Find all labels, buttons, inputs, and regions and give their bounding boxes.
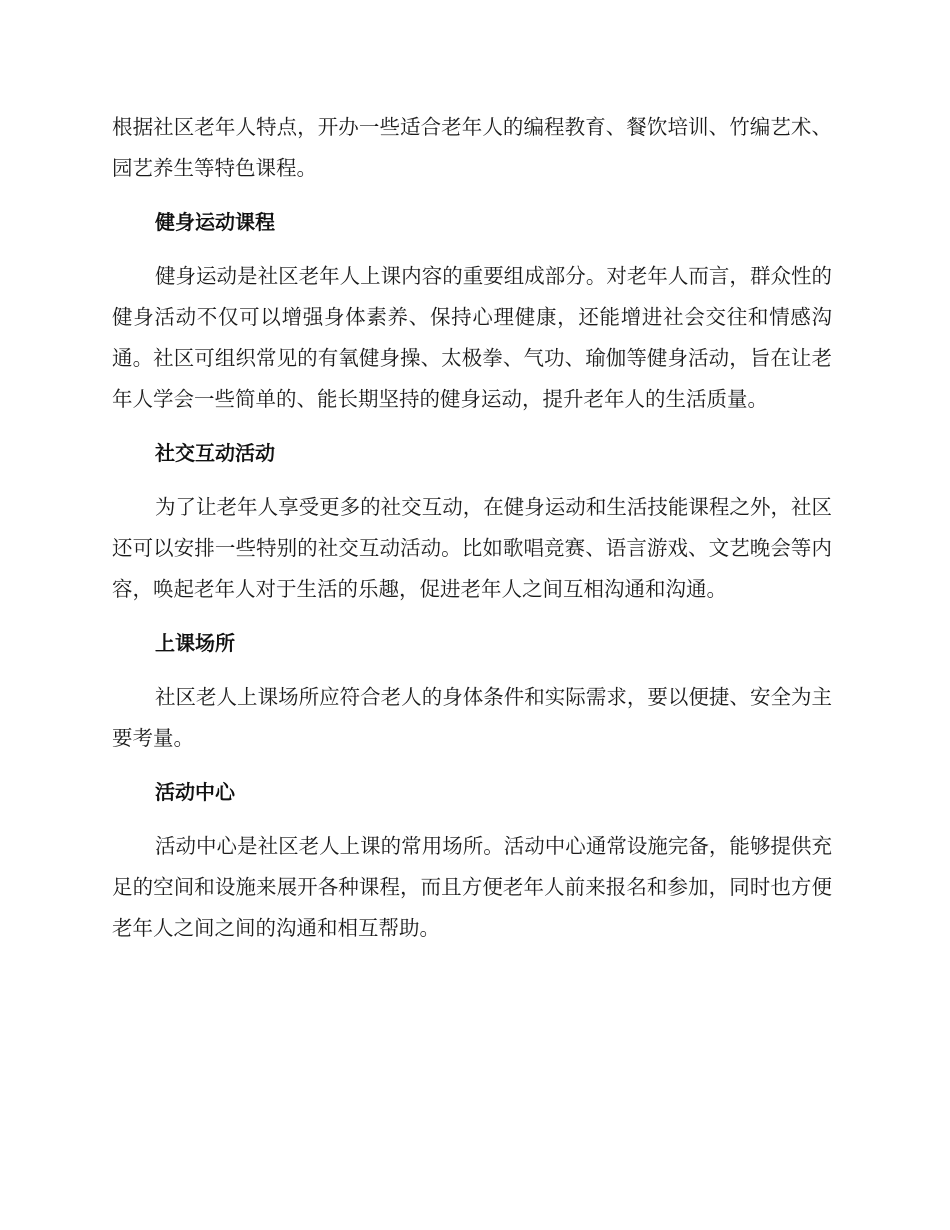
section-heading-venue: 上课场所 xyxy=(155,631,235,655)
section-paragraph-fitness: 健身运动是社区老年人上课内容的重要组成部分。对老年人而言，群众性的健身活动不仅可以增强身体素养、保持心理健康，还能增进社会交往和情感沟通。社区可组织常见的有氧健身操、太极拳、气功、瑜伽等健身活动，旨在让老年人学会一些简单的、能长期坚持的健身运动，提升老年人的生活质量。 xyxy=(112,264,832,411)
section-heading-activity-center: 活动中心 xyxy=(155,780,235,804)
section-paragraph-activity-center: 活动中心是社区老人上课的常用场所。活动中心通常设施完备，能够提供充足的空间和设施来展开各种课程，而且方便老年人前来报名和参加，同时也方便老年人之间之间的沟通和相互帮助。 xyxy=(112,834,832,940)
section-paragraph-venue: 社区老人上课场所应符合老人的身体条件和实际需求，要以便捷、安全为主要考量。 xyxy=(112,685,832,750)
document-body xyxy=(112,107,832,962)
section-heading-social: 社交互动活动 xyxy=(155,441,275,465)
intro-paragraph: 根据社区老年人特点，开办一些适合老年人的编程教育、餐饮培训、竹编艺术、园艺养生等特色课程。 xyxy=(112,115,832,180)
section-heading-fitness: 健身运动课程 xyxy=(155,210,275,234)
section-paragraph-social: 为了让老年人享受更多的社交互动，在健身运动和生活技能课程之外，社区还可以安排一些特别的社交互动活动。比如歌唱竞赛、语言游戏、文艺晚会等内容，唤起老年人对于生活的乐趣，促进老年人之间互相沟通和沟通。 xyxy=(112,495,832,601)
